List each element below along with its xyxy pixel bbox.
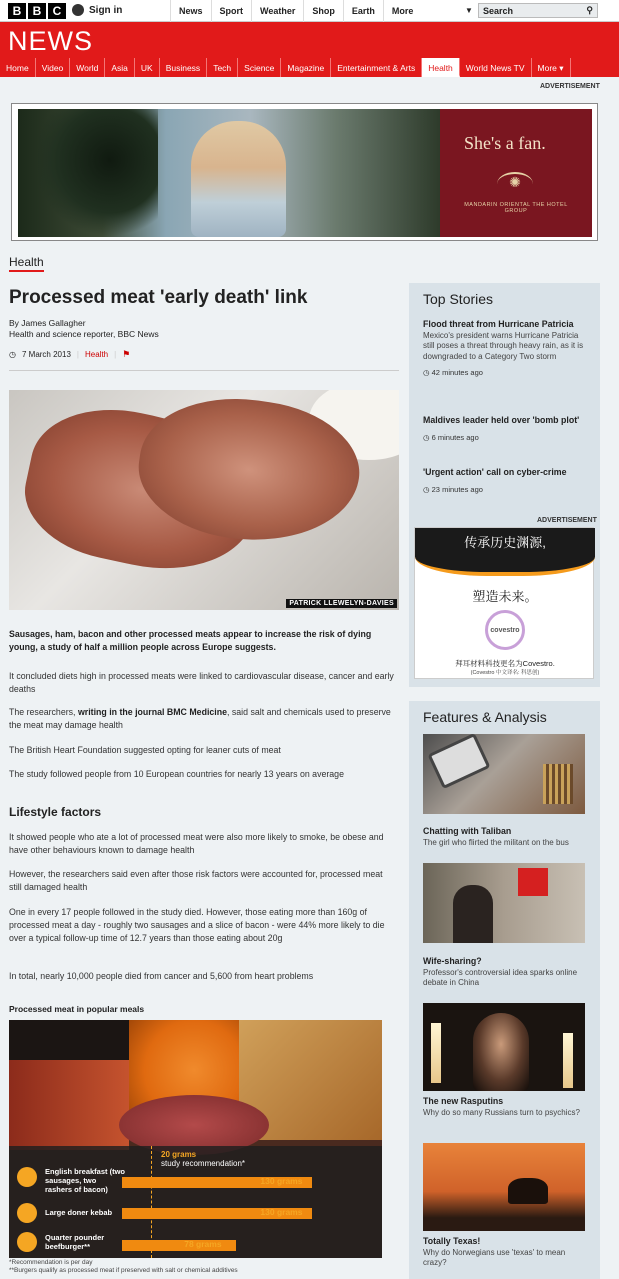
people-image [453, 885, 493, 943]
share-flag-icon[interactable]: ⚑ [122, 349, 131, 359]
section-nav [0, 58, 571, 77]
clock-icon: ◷ [9, 350, 16, 359]
user-icon [72, 4, 84, 16]
features-title: Features & Analysis [423, 709, 547, 725]
story-time-text: 42 minutes ago [431, 368, 483, 377]
infographic [9, 1020, 382, 1258]
signin-link[interactable] [72, 4, 122, 16]
feature-summary: The girl who flirted the militant on the bus [423, 837, 569, 847]
feature-summary: Why do Norwegians use 'texas' to mean crazy? [423, 1247, 566, 1267]
recommendation-label [161, 1150, 245, 1168]
phone-image [427, 734, 490, 789]
feature-image[interactable] [423, 1003, 585, 1091]
article-paragraph: One in every 17 people followed in the study died. However, those eating more than 160g of processed meat a day - roughly two sausages and a slice of bacon - were 44% more likely to die over a typical follow-up time of 12.7 years than those eating about 20g [9, 907, 385, 943]
section-world-news-tv[interactable]: World News TV [460, 58, 532, 77]
burger-icon [17, 1232, 37, 1252]
article-headline: Processed meat 'early death' link [9, 287, 308, 308]
section-tech[interactable]: Tech [207, 58, 238, 77]
feature-summary: Professor's controversial idea sparks online debate in China [423, 967, 578, 987]
ad-line: 拜耳材料科技更名为Covestro. [455, 659, 555, 668]
feature-image[interactable] [423, 863, 585, 943]
candle-image [563, 1033, 573, 1088]
kebab-icon [17, 1203, 37, 1223]
feature-item[interactable] [423, 1096, 588, 1118]
celebrity-image [191, 121, 286, 237]
section-video[interactable]: Video [36, 58, 71, 77]
paragraph-text: , said salt and chemicals used to preserve the meat may damage health [9, 707, 391, 730]
nav-earth[interactable]: Earth [343, 0, 383, 22]
article-paragraph: It concluded diets high in processed meats were linked to cardiovascular disease, cancer and early deaths [9, 671, 394, 694]
flag-image [518, 868, 548, 896]
article-lead: Sausages, ham, bacon and other processed meats appear to increase the risk of dying young, a study of half a million people across Europe suggests. [9, 629, 372, 652]
bar-value-label: 130 grams [260, 1207, 303, 1217]
story-title[interactable]: Maldives leader held over 'bomb plot' [423, 415, 580, 425]
divider [9, 370, 399, 371]
ad-line: 塑造未来。 [472, 589, 538, 604]
article-subhead: Lifestyle factors [9, 805, 102, 819]
palm-tree-image [38, 109, 158, 237]
search-placeholder: Search [483, 6, 514, 16]
nav-more-label: More [391, 6, 414, 16]
footnote-line: **Burgers qualify as processed meat if preserved with salt or chemical additives [9, 1267, 238, 1274]
story-item[interactable] [423, 467, 588, 495]
story-summary: Mexico's president warns Hurricane Patricia still poses a threat through heavy rain, as it is downgraded to a Category Two storm [423, 330, 584, 361]
fan-logo-icon: ✺ [497, 172, 533, 196]
article-paragraph [9, 706, 394, 732]
sidebar-ad[interactable] [414, 527, 594, 679]
article-paragraph: In total, nearly 10,000 people died from cancer and 5,600 from heart problems [9, 971, 314, 981]
ad-line: (Covestro 中文译名: 科思创) [470, 670, 540, 676]
woman-image [473, 1013, 529, 1091]
nav-news[interactable]: News [170, 0, 211, 22]
global-nav [170, 0, 481, 22]
feature-item[interactable] [423, 956, 588, 989]
section-asia[interactable]: Asia [105, 58, 135, 77]
logo-text: covestro [490, 626, 520, 634]
search-input[interactable] [478, 3, 598, 18]
feature-item[interactable] [423, 826, 588, 848]
ad-line: 传承历史渊源, [464, 535, 546, 550]
ad-brand-name: MANDARIN ORIENTAL THE HOTEL GROUP [464, 202, 568, 214]
breakfast-icon [17, 1167, 37, 1187]
search-icon[interactable]: ⚲ [586, 5, 593, 15]
author-name: By James Gallagher [9, 318, 86, 328]
clock-icon: ◷ [423, 368, 432, 377]
byline [9, 318, 159, 340]
bar-label: English breakfast (two sausages, two rashers of bacon) [45, 1167, 126, 1194]
black-pudding-image [9, 1020, 149, 1060]
article-date: 7 March 2013 [21, 350, 71, 359]
logo-letter: C [48, 3, 66, 19]
article-meta [9, 349, 130, 360]
logo-letter: B [28, 3, 46, 19]
feature-image[interactable] [423, 1143, 585, 1231]
cowboy-silhouette-image [508, 1178, 548, 1204]
paragraph-text: The researchers, [9, 707, 78, 717]
bar-value-label: 130 grams [260, 1176, 303, 1186]
feature-title[interactable]: Wife-sharing? [423, 956, 482, 966]
ad-tagline: She's a fan. [464, 133, 546, 153]
global-top-bar [0, 0, 619, 22]
top-stories-title: Top Stories [423, 291, 494, 307]
sausage-image [9, 1060, 129, 1150]
story-item[interactable] [423, 319, 588, 379]
section-more[interactable] [532, 58, 571, 77]
ad-brand-panel [440, 109, 592, 237]
candle-image [431, 1023, 441, 1083]
clock-icon: ◷ [423, 484, 432, 494]
section-entertainment[interactable]: Entertainment & Arts [331, 58, 422, 77]
story-time [423, 433, 588, 444]
story-time [423, 368, 588, 379]
section-more-label: More [537, 63, 557, 73]
feature-title[interactable]: Totally Texas! [423, 1236, 481, 1246]
ad-banner[interactable] [11, 103, 598, 241]
feature-item[interactable] [423, 1236, 588, 1269]
rec-text: study recommendation* [161, 1159, 246, 1168]
footnote-line: *Recommendation is per day [9, 1259, 93, 1266]
infographic-caption: Processed meat in popular meals [9, 1004, 145, 1014]
section-home[interactable]: Home [0, 58, 36, 77]
story-time-text: 23 minutes ago [431, 484, 483, 494]
section-uk[interactable]: UK [135, 58, 160, 77]
article-hero-image [9, 390, 399, 610]
logo-letter: B [8, 3, 26, 19]
bmc-medicine-link[interactable]: writing in the journal BMC Medicine [77, 707, 227, 717]
meta-separator: | [114, 350, 117, 359]
story-title[interactable]: 'Urgent action' call on cyber-crime [423, 467, 567, 477]
meta-separator: | [76, 350, 79, 359]
section-science[interactable]: Science [238, 58, 281, 77]
nav-more[interactable] [383, 0, 481, 22]
bbc-logo[interactable] [8, 3, 66, 19]
section-magazine[interactable]: Magazine [281, 58, 331, 77]
chevron-down-icon: ▾ [559, 63, 564, 73]
section-tag[interactable]: Health [9, 255, 44, 272]
author-role: Health and science reporter, BBC News [9, 329, 159, 339]
article-paragraph: However, the researchers said even after those risk factors were accounted for, processed meat still damaged health [9, 869, 383, 892]
image-credit: PATRICK LLEWELYN-DAVIES [286, 599, 397, 608]
article-paragraph: It showed people who ate a lot of processed meat were also more likely to smoke, be obese and have other behaviours known to damage health [9, 832, 384, 855]
site-title[interactable]: NEWS [8, 26, 93, 56]
story-time-text: 6 minutes ago [431, 432, 479, 442]
feature-image[interactable] [423, 734, 585, 814]
ad-label: ADVERTISEMENT [537, 517, 597, 524]
nav-sport[interactable]: Sport [211, 0, 252, 22]
chevron-down-icon: ▼ [464, 6, 473, 15]
ad-label: ADVERTISEMENT [540, 83, 600, 90]
article-paragraph: The study followed people from 10 European countries for nearly 13 years on average [9, 769, 344, 779]
section-health[interactable]: Health [422, 58, 460, 77]
feature-summary: Why do so many Russians turn to psychics? [423, 1107, 580, 1117]
bangles-image [543, 764, 573, 804]
story-time [423, 485, 588, 496]
ad-photo [18, 109, 441, 237]
signin-label: Sign in [89, 4, 123, 16]
covestro-logo-icon [485, 610, 525, 650]
bar-label: Large doner kebab [45, 1208, 113, 1217]
nav-shop[interactable]: Shop [303, 0, 343, 22]
section-business[interactable]: Business [160, 58, 208, 77]
infographic-footnote [9, 1259, 238, 1275]
rec-value: 20 grams [161, 1150, 197, 1159]
section-world[interactable]: World [70, 58, 105, 77]
nav-weather[interactable]: Weather [251, 0, 303, 22]
feature-title[interactable]: The new Rasputins [423, 1096, 504, 1106]
bar-label: Quarter pounder beefburger** [45, 1233, 105, 1251]
clock-icon: ◷ [423, 432, 432, 442]
story-item[interactable] [423, 415, 588, 443]
article-paragraph: The British Heart Foundation suggested opting for leaner cuts of meat [9, 745, 281, 755]
feature-title[interactable]: Chatting with Taliban [423, 826, 512, 836]
article-category-link[interactable]: Health [84, 350, 109, 359]
bar-value-label: 78 grams [184, 1239, 222, 1249]
story-title[interactable]: Flood threat from Hurricane Patricia [423, 319, 574, 329]
